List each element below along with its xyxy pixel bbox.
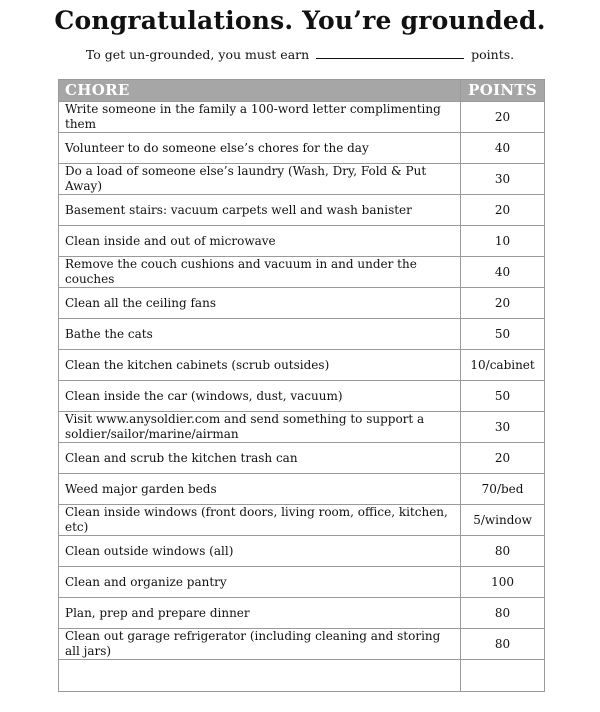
table-row [59,598,545,629]
chore-cell: Write someone in the family a 100-word letter complimenting them [59,102,461,133]
points-cell: 80 [461,536,545,567]
points-cell: 20 [461,443,545,474]
chore-cell: Weed major garden beds [59,474,461,505]
table-row [59,629,545,660]
points-cell: 50 [461,381,545,412]
table-row [59,350,545,381]
chore-cell: Volunteer to do someone else’s chores for the day [59,133,461,164]
chore-cell: Visit www.anysoldier.com and send something to support a soldier/sailor/marine/airman [59,412,461,443]
chore-cell: Clean inside windows (front doors, living room, office, kitchen, etc) [59,505,461,536]
table-row [59,412,545,443]
chore-cell: Clean out garage refrigerator (including cleaning and storing all jars) [59,629,461,660]
points-cell: 40 [461,133,545,164]
table-body [59,102,545,692]
table-row [59,319,545,350]
points-cell: 20 [461,195,545,226]
points-cell [461,660,545,692]
chore-table [58,79,545,692]
points-cell: 50 [461,319,545,350]
table-row [59,536,545,567]
table-row [59,102,545,133]
table-row [59,660,545,692]
table-row [59,288,545,319]
table-header-row [59,80,545,102]
subtitle-suffix: points. [471,47,515,62]
points-cell: 20 [461,288,545,319]
points-cell: 5/window [461,505,545,536]
chore-cell: Plan, prep and prepare dinner [59,598,461,629]
table-row [59,567,545,598]
chore-cell: Clean outside windows (all) [59,536,461,567]
table-row [59,505,545,536]
points-cell: 10/cabinet [461,350,545,381]
chore-cell: Do a load of someone else’s laundry (Wash, Dry, Fold & Put Away) [59,164,461,195]
page-title: Congratulations. You’re grounded. [54,6,546,35]
table-row [59,257,545,288]
table-row [59,195,545,226]
chore-cell [59,660,461,692]
points-cell: 20 [461,102,545,133]
column-header-chore: CHORE [59,80,461,102]
table-row [59,164,545,195]
points-cell: 30 [461,412,545,443]
chore-cell: Clean and organize pantry [59,567,461,598]
chore-cell: Clean inside the car (windows, dust, vacuum) [59,381,461,412]
chore-cell: Clean all the ceiling fans [59,288,461,319]
points-blank-line [316,46,464,59]
chore-cell: Clean inside and out of microwave [59,226,461,257]
points-cell: 80 [461,629,545,660]
chore-cell: Clean and scrub the kitchen trash can [59,443,461,474]
subtitle-prefix: To get un-grounded, you must earn [85,47,310,62]
points-cell: 40 [461,257,545,288]
chore-cell: Bathe the cats [59,319,461,350]
subtitle [0,46,600,64]
points-cell: 10 [461,226,545,257]
table-row [59,443,545,474]
points-cell: 100 [461,567,545,598]
chore-cell: Remove the couch cushions and vacuum in and under the couches [59,257,461,288]
points-cell: 30 [461,164,545,195]
column-header-points: POINTS [461,80,545,102]
chore-cell: Clean the kitchen cabinets (scrub outsides) [59,350,461,381]
table-row [59,226,545,257]
points-cell: 70/bed [461,474,545,505]
table-row [59,381,545,412]
table-row [59,133,545,164]
table-row [59,474,545,505]
chore-cell: Basement stairs: vacuum carpets well and wash banister [59,195,461,226]
points-cell: 80 [461,598,545,629]
